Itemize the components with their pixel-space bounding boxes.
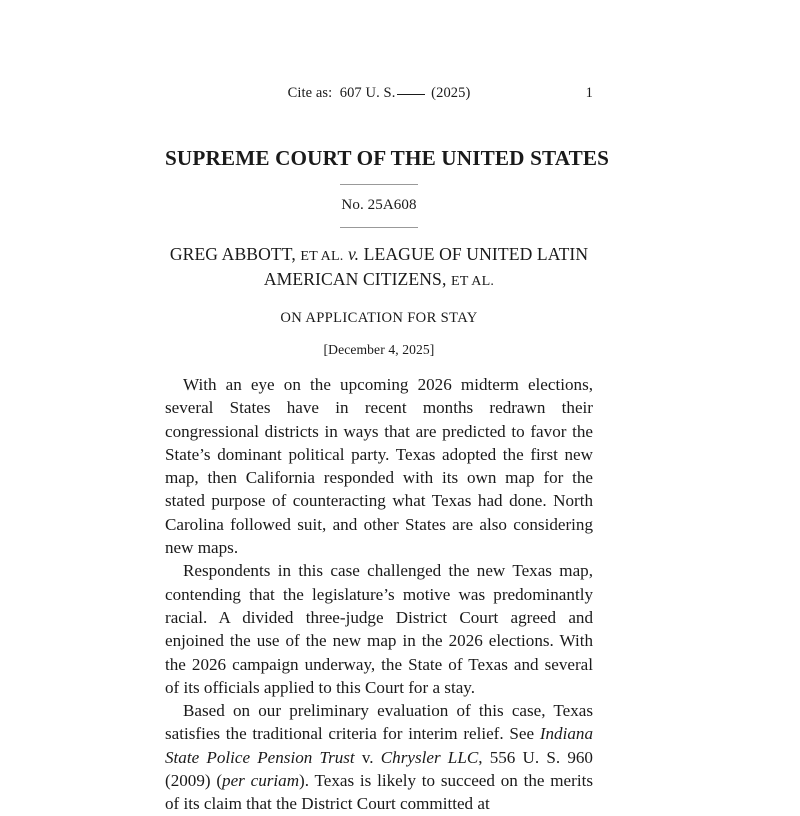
docket-number: No. 25A608 [341, 197, 417, 213]
paragraph-tail: ). Texas is likely to succeed on the merits of its claim that the District Court committed at [165, 771, 593, 814]
body-paragraph: With an eye on the upcoming 2026 midterm elections, several States have in recent months redrawn their congressional districts in ways that are predicted to favor the State’s dominant political party. Texas adopted the first new map, then California responded with its own map for the stated purpose of counteracting what Texas had done. North Carolina followed suit, and other States are also considering new maps. [165, 375, 593, 558]
citation-prefix: Cite as: [287, 85, 333, 101]
rule-above-docket [340, 184, 418, 185]
citation-case-name-first: Indiana State Police Pension Trust [165, 724, 593, 767]
citation-line [165, 84, 593, 102]
body-paragraph [165, 699, 593, 815]
decision-date: [December 4, 2025] [323, 342, 435, 357]
citation-reporter: U. S. [365, 85, 396, 101]
rule-below-docket [340, 227, 418, 228]
caption-respondent: LEAGUE OF UNITED LATIN AMERICAN CITIZENS [263, 244, 589, 289]
citation-versus: v. [354, 747, 381, 767]
opinion-body [165, 373, 593, 816]
citation-volume: 607 [339, 85, 362, 101]
citation-per-curiam: per curiam [222, 771, 300, 791]
page-number: 1 [585, 85, 593, 101]
caption-versus: v. [348, 244, 360, 264]
citation-page-blank [397, 94, 425, 95]
running-head [165, 84, 593, 110]
citation-year: (2025) [431, 85, 471, 101]
body-paragraph: Respondents in this case challenged the new Texas map, contending that the legislature’s motive was predominantly racial. A divided three-judge District Court agreed and enjoined the use of the new map in the 2026 elections. With the 2026 campaign underway, the State of Texas and several of its officials applied to this Court for a stay. [165, 561, 593, 697]
text-block [165, 0, 610, 816]
case-caption: GREG ABBOTT, ET AL. v. LEAGUE OF UNITED LATIN AMERICAN CITIZENS, ET AL. [169, 244, 589, 289]
caption-respondent-suffix: ET AL. [450, 273, 495, 289]
caption-petitioner: GREG ABBOTT [169, 244, 292, 264]
court-title: SUPREME COURT OF THE UNITED STATES [165, 146, 610, 170]
proceeding-line: ON APPLICATION FOR STAY [280, 310, 478, 326]
caption-petitioner-suffix: ET AL. [300, 248, 344, 264]
citation-case-name-second: Chrysler LLC [380, 747, 479, 767]
paragraph-lead: Based on our preliminary evaluation of this case, Texas satisfies the traditional criteria for interim relief. See [165, 701, 593, 744]
citation-locator: , 556 U. S. 960 (2009) ( [165, 747, 593, 791]
